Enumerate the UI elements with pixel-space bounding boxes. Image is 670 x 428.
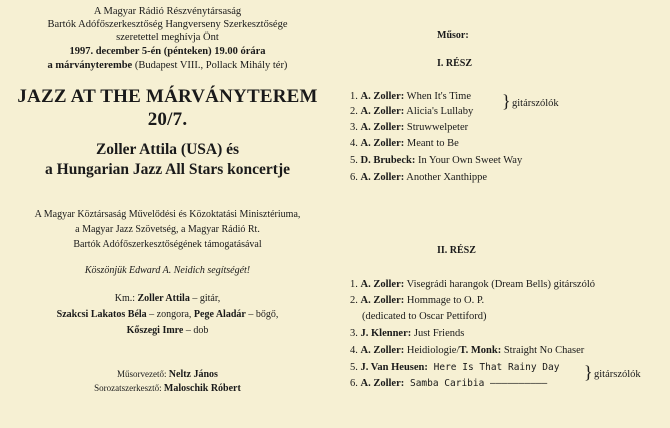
composer: A. Zoller:: [360, 106, 405, 117]
program-item: [350, 378, 547, 389]
program-heading: Műsor:: [437, 30, 469, 41]
program-item: [350, 172, 487, 183]
sponsor-line-2: a Magyar Jazz Szövetség, a Magyar Rádió Rt.: [75, 224, 260, 235]
program-item: [350, 106, 473, 117]
invite-line: szeretettel meghívja Önt: [116, 32, 219, 43]
part-1-title: I. RÉSZ: [437, 58, 473, 69]
editor-name: Maloschik Róbert: [163, 383, 241, 394]
piece: Here Is That Rainy Day: [427, 362, 560, 373]
performer-role: – gitár,: [189, 293, 221, 304]
item-number: 2.: [350, 295, 361, 306]
item-number: 1.: [350, 279, 361, 290]
performer-name: Zoller Attila: [137, 293, 190, 304]
performer-name: Kőszegi Imre: [126, 325, 184, 336]
program-item: [350, 138, 459, 149]
composer: A. Zoller:: [360, 91, 405, 102]
brace-icon: }: [584, 362, 593, 382]
piece: Samba Caribia ––––––––––: [404, 378, 548, 389]
piece: Just Friends: [411, 328, 465, 339]
part-2-note: gitárszólók: [594, 369, 641, 380]
sponsor-line-3: Bartók Adófőszerkesztőségének támogatásával: [73, 239, 262, 250]
program-item: [350, 295, 484, 306]
composer: A. Zoller:: [360, 138, 405, 149]
performer-role: – zongora,: [146, 309, 194, 320]
program-item: [350, 328, 464, 339]
part-1-note: gitárszólók: [512, 98, 559, 109]
piece: Alicia's Lullaby: [404, 106, 474, 117]
program-item: [350, 155, 522, 166]
item-number: 6.: [350, 172, 361, 183]
piece: When It's Time: [404, 91, 471, 102]
composer: A. Zoller:: [360, 172, 405, 183]
composer: A. Zoller:: [360, 345, 405, 356]
program-item: [350, 122, 468, 133]
performers-line-2: [0, 309, 335, 320]
editor-label: Sorozatszerkesztő:: [94, 383, 164, 393]
composer: T. Monk:: [459, 345, 502, 356]
event-title: JAZZ AT THE MÁRVÁNYTEREM: [17, 86, 318, 107]
program-item: [350, 91, 471, 102]
piece: Straight No Chaser: [501, 345, 585, 356]
host-label: Műsorvezető:: [117, 369, 169, 379]
piece: Meant to Be: [404, 138, 459, 149]
piece: In Your Own Sweet Way: [415, 155, 523, 166]
part-2-title: II. RÉSZ: [437, 245, 476, 256]
sponsor-line-1: A Magyar Köztársaság Művelődési és Közoktatási Minisztériuma,: [34, 209, 301, 220]
composer: J. Klenner:: [360, 328, 412, 339]
composer: A. Zoller:: [360, 279, 405, 290]
performer-name: Pege Aladár: [193, 309, 246, 320]
item-number: 3.: [350, 122, 361, 133]
event-subtitle-2: a Hungarian Jazz All Stars koncertje: [45, 161, 290, 178]
piece: Struwwelpeter: [404, 122, 469, 133]
program-item: [350, 279, 595, 290]
composer: A. Zoller:: [360, 378, 405, 389]
piece: Hommage to O. P.: [404, 295, 485, 306]
composer: J. Van Heusen:: [360, 362, 428, 373]
km-label: Km.:: [114, 293, 138, 304]
item-number: 4.: [350, 138, 361, 149]
performers-line-3: [0, 325, 335, 336]
performer-role: – bőgő,: [245, 309, 279, 320]
performer-role: – dob: [183, 325, 209, 336]
host-name: Neltz János: [168, 369, 218, 380]
item-number: 4.: [350, 345, 361, 356]
editor-credit: [0, 378, 335, 396]
performer-name: Szakcsi Lakatos Béla: [56, 309, 147, 320]
piece: Visegrádi harangok (Dream Bells): [404, 279, 551, 290]
item-number: 3.: [350, 328, 361, 339]
organizer-line: A Magyar Rádió Részvénytársaság: [93, 6, 242, 17]
piece: Another Xanthippe: [404, 172, 488, 183]
program-item-dedication: (dedicated to Oscar Pettiford): [362, 311, 487, 322]
venue-name: a márványterembe: [47, 60, 133, 71]
item-number: 2.: [350, 106, 361, 117]
venue-address: (Budapest VIII., Pollack Mihály tér): [132, 60, 288, 71]
item-note: gitárszóló: [550, 279, 595, 290]
department-line: Bartók Adófőszerkesztőség Hangverseny Szerkesztősége: [47, 19, 288, 30]
thanks-line: Köszönjük Edward A. Neidich segítségét!: [84, 265, 251, 276]
piece: Heidiologie/: [404, 345, 460, 356]
item-number: 6.: [350, 378, 361, 389]
item-number: 1.: [350, 91, 361, 102]
event-venue: [0, 60, 335, 71]
event-subtitle-1: Zoller Attila (USA) és: [95, 141, 240, 158]
item-number: 5.: [350, 362, 361, 373]
program-item: [350, 345, 584, 356]
event-date: 1997. december 5-én (pénteken) 19.00 órára: [69, 46, 266, 57]
performers-line-1: [0, 293, 335, 304]
composer: A. Zoller:: [360, 122, 405, 133]
composer: A. Zoller:: [360, 295, 405, 306]
brace-icon: }: [502, 91, 511, 111]
composer: D. Brubeck:: [360, 155, 416, 166]
item-number: 5.: [350, 155, 361, 166]
event-number: 20/7.: [147, 109, 188, 130]
program-item: [350, 362, 559, 373]
